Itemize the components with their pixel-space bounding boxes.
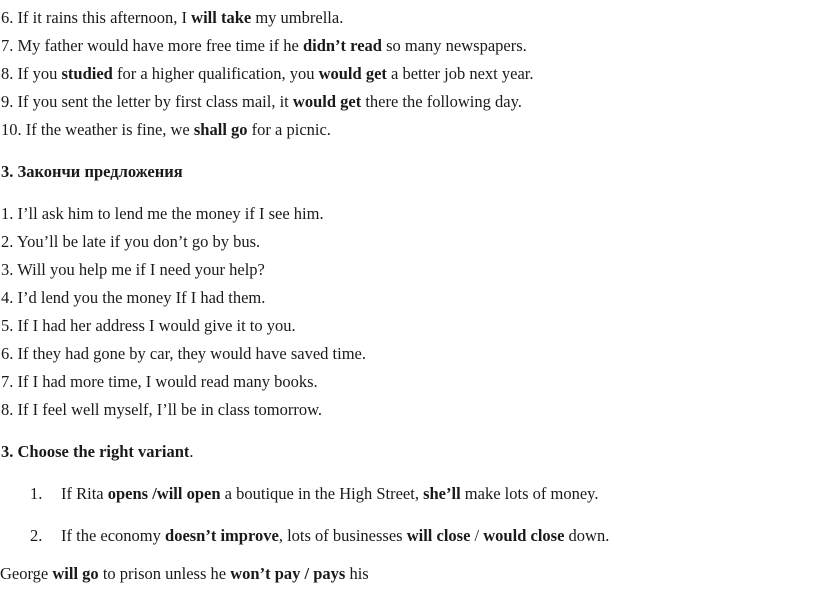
answer-2: 2. You’ll be late if you don’t go by bus. — [1, 232, 261, 251]
answer-5: 5. If I had her address I would give it to you. — [1, 316, 296, 335]
list-item-text: If the economy doesn’t improve, lots of businesses will close / would close down. — [61, 526, 610, 545]
list-item-number: 2. — [30, 526, 43, 545]
list-item — [0, 526, 816, 546]
section-heading-complete-sentences: 3. Закончи предложения — [1, 162, 183, 181]
sentence-7: 7. My father would have more free time if he didn’t read so many newspapers. — [1, 36, 527, 55]
answer-1: 1. I’ll ask him to lend me the money if I see him. — [1, 204, 324, 223]
answer-4: 4. I’d lend you the money If I had them. — [1, 288, 266, 307]
list-item-number: 1. — [30, 484, 43, 503]
sentence-9: 9. If you sent the letter by first class mail, it would get there the following day. — [1, 92, 522, 111]
sentence-6: 6. If it rains this afternoon, I will take my umbrella. — [1, 8, 344, 27]
answer-6: 6. If they had gone by car, they would have saved time. — [1, 344, 366, 363]
list-item — [0, 484, 816, 504]
sentence-10: 10. If the weather is fine, we shall go for a picnic. — [1, 120, 331, 139]
answer-3: 3. Will you help me if I need your help? — [1, 260, 265, 279]
last-sentence: George will go to prison unless he won’t pay / pays his — [0, 564, 369, 583]
answer-7: 7. If I had more time, I would read many books. — [1, 372, 318, 391]
answer-8: 8. If I feel well myself, I’ll be in class tomorrow. — [1, 400, 323, 419]
list-item-text: If Rita opens /will open a boutique in the High Street, she’ll make lots of money. — [61, 484, 599, 503]
section-heading-choose-variant: 3. Choose the right variant. — [1, 442, 194, 461]
sentence-8: 8. If you studied for a higher qualification, you would get a better job next year. — [1, 64, 534, 83]
